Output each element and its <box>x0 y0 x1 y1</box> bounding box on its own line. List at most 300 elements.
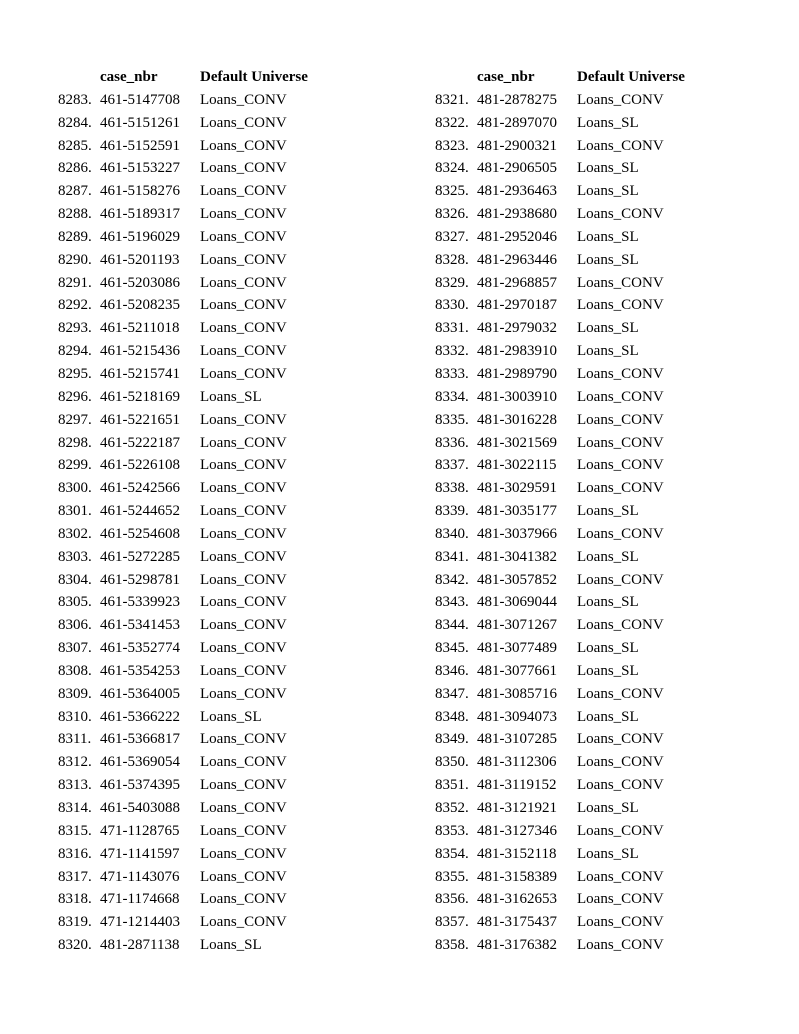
row-index: 8313. <box>58 777 92 794</box>
row-case-nbr: 481-2983910 <box>477 343 557 360</box>
table-row <box>435 454 707 477</box>
row-case-nbr: 481-3003910 <box>477 388 557 405</box>
table-row <box>435 797 707 820</box>
row-default-universe: Loans_CONV <box>577 868 664 885</box>
table-row <box>435 706 707 729</box>
table-row <box>58 569 330 592</box>
row-case-nbr: 481-3071267 <box>477 617 557 634</box>
table-row <box>58 386 330 409</box>
row-case-nbr: 461-5352774 <box>100 640 180 657</box>
row-index: 8294. <box>58 343 92 360</box>
row-default-universe: Loans_CONV <box>200 114 287 131</box>
row-case-nbr: 461-5226108 <box>100 457 180 474</box>
row-default-universe: Loans_CONV <box>200 297 287 314</box>
row-index: 8356. <box>435 891 469 908</box>
header-case-nbr: case_nbr <box>477 69 535 85</box>
row-default-universe: Loans_SL <box>577 320 639 337</box>
row-index: 8304. <box>58 571 92 588</box>
row-default-universe: Loans_CONV <box>577 206 664 223</box>
row-index: 8318. <box>58 891 92 908</box>
table-row <box>58 660 330 683</box>
row-default-universe: Loans_CONV <box>577 525 664 542</box>
row-index: 8299. <box>58 457 92 474</box>
table-row <box>435 591 707 614</box>
row-default-universe: Loans_CONV <box>577 891 664 908</box>
table-row <box>58 843 330 866</box>
row-index: 8298. <box>58 434 92 451</box>
row-case-nbr: 461-5242566 <box>100 480 180 497</box>
row-default-universe: Loans_CONV <box>577 571 664 588</box>
row-case-nbr: 471-1214403 <box>100 914 180 931</box>
row-index: 8331. <box>435 320 469 337</box>
row-default-universe: Loans_CONV <box>200 571 287 588</box>
row-case-nbr: 481-2963446 <box>477 251 557 268</box>
row-case-nbr: 471-1128765 <box>100 822 180 839</box>
row-index: 8292. <box>58 297 92 314</box>
row-default-universe: Loans_CONV <box>200 320 287 337</box>
row-case-nbr: 461-5158276 <box>100 183 180 200</box>
row-index: 8348. <box>435 708 469 725</box>
row-case-nbr: 481-3094073 <box>477 708 557 725</box>
row-case-nbr: 471-1174668 <box>100 891 180 908</box>
row-index: 8329. <box>435 274 469 291</box>
row-index: 8321. <box>435 91 469 108</box>
row-default-universe: Loans_SL <box>200 388 262 405</box>
row-default-universe: Loans_CONV <box>200 525 287 542</box>
row-default-universe: Loans_CONV <box>577 434 664 451</box>
table-row <box>435 843 707 866</box>
row-index: 8307. <box>58 640 92 657</box>
row-default-universe: Loans_CONV <box>200 777 287 794</box>
row-index: 8335. <box>435 411 469 428</box>
table-row <box>58 477 330 500</box>
row-default-universe: Loans_SL <box>577 845 639 862</box>
table-body-left <box>58 89 330 957</box>
right-table-column <box>435 66 707 957</box>
table-row <box>58 157 330 180</box>
table-row <box>58 135 330 158</box>
table-row <box>58 180 330 203</box>
table-row <box>435 294 707 317</box>
row-default-universe: Loans_CONV <box>200 617 287 634</box>
row-case-nbr: 481-3021569 <box>477 434 557 451</box>
table-row <box>58 500 330 523</box>
row-index: 8314. <box>58 800 92 816</box>
row-default-universe: Loans_SL <box>577 800 639 816</box>
row-default-universe: Loans_CONV <box>200 160 287 177</box>
row-index: 8315. <box>58 822 92 839</box>
row-index: 8349. <box>435 731 469 748</box>
row-index: 8297. <box>58 411 92 428</box>
row-index: 8316. <box>58 845 92 862</box>
row-default-universe: Loans_CONV <box>200 457 287 474</box>
table-row <box>435 751 707 774</box>
row-index: 8305. <box>58 594 92 611</box>
table-row <box>58 751 330 774</box>
row-case-nbr: 461-5244652 <box>100 503 180 520</box>
row-default-universe: Loans_SL <box>577 503 639 520</box>
row-case-nbr: 471-1141597 <box>100 845 180 862</box>
row-case-nbr: 481-2936463 <box>477 183 557 200</box>
row-default-universe: Loans_SL <box>577 343 639 360</box>
table-header-row <box>435 66 707 89</box>
row-default-universe: Loans_SL <box>577 114 639 131</box>
row-default-universe: Loans_CONV <box>200 206 287 223</box>
row-case-nbr: 461-5151261 <box>100 114 180 131</box>
row-case-nbr: 481-3035177 <box>477 503 557 520</box>
table-row <box>58 340 330 363</box>
table-row <box>435 432 707 455</box>
row-case-nbr: 481-3112306 <box>477 754 557 771</box>
row-default-universe: Loans_CONV <box>577 685 664 702</box>
row-default-universe: Loans_SL <box>577 594 639 611</box>
header-default-universe: Default Universe <box>200 69 308 85</box>
row-index: 8283. <box>58 91 92 108</box>
row-index: 8340. <box>435 525 469 542</box>
row-default-universe: Loans_CONV <box>200 594 287 611</box>
row-case-nbr: 461-5196029 <box>100 228 180 245</box>
table-row <box>435 934 707 957</box>
table-row <box>58 934 330 957</box>
header-default-universe: Default Universe <box>577 69 685 85</box>
row-index: 8358. <box>435 937 469 954</box>
table-row <box>435 637 707 660</box>
table-row <box>435 614 707 637</box>
row-case-nbr: 461-5403088 <box>100 800 180 816</box>
row-case-nbr: 471-1143076 <box>100 868 180 885</box>
row-default-universe: Loans_CONV <box>200 480 287 497</box>
table-row <box>58 820 330 843</box>
row-default-universe: Loans_SL <box>577 183 639 200</box>
table-row <box>58 317 330 340</box>
left-table-column <box>58 66 330 957</box>
row-case-nbr: 481-3029591 <box>477 480 557 497</box>
row-case-nbr: 481-3119152 <box>477 777 557 794</box>
row-default-universe: Loans_CONV <box>577 914 664 931</box>
row-default-universe: Loans_SL <box>200 937 262 954</box>
table-row <box>58 409 330 432</box>
row-index: 8291. <box>58 274 92 291</box>
table-row <box>435 317 707 340</box>
row-index: 8290. <box>58 251 92 268</box>
row-index: 8285. <box>58 137 92 154</box>
row-index: 8287. <box>58 183 92 200</box>
row-index: 8352. <box>435 800 469 816</box>
row-default-universe: Loans_SL <box>577 708 639 725</box>
row-case-nbr: 461-5211018 <box>100 320 180 337</box>
table-row <box>435 546 707 569</box>
row-index: 8319. <box>58 914 92 931</box>
row-case-nbr: 461-5298781 <box>100 571 180 588</box>
row-default-universe: Loans_CONV <box>577 731 664 748</box>
table-row <box>435 866 707 889</box>
header-case-nbr: case_nbr <box>100 69 158 85</box>
table-row <box>435 728 707 751</box>
row-case-nbr: 481-2878275 <box>477 91 557 108</box>
table-row <box>58 294 330 317</box>
table-row <box>435 569 707 592</box>
table-row <box>435 888 707 911</box>
row-case-nbr: 461-5208235 <box>100 297 180 314</box>
row-index: 8322. <box>435 114 469 131</box>
row-case-nbr: 481-3107285 <box>477 731 557 748</box>
case-table-left <box>58 66 330 957</box>
row-index: 8323. <box>435 137 469 154</box>
row-index: 8309. <box>58 685 92 702</box>
table-row <box>58 888 330 911</box>
row-case-nbr: 461-5374395 <box>100 777 180 794</box>
row-case-nbr: 481-3176382 <box>477 937 557 954</box>
row-index: 8330. <box>435 297 469 314</box>
row-case-nbr: 481-3158389 <box>477 868 557 885</box>
row-default-universe: Loans_CONV <box>200 251 287 268</box>
row-index: 8346. <box>435 662 469 679</box>
row-case-nbr: 461-5366817 <box>100 731 180 748</box>
row-default-universe: Loans_CONV <box>577 937 664 954</box>
row-index: 8334. <box>435 388 469 405</box>
row-index: 8355. <box>435 868 469 885</box>
row-default-universe: Loans_CONV <box>200 822 287 839</box>
row-index: 8288. <box>58 206 92 223</box>
row-index: 8306. <box>58 617 92 634</box>
row-case-nbr: 461-5218169 <box>100 388 180 405</box>
row-case-nbr: 461-5339923 <box>100 594 180 611</box>
table-row <box>435 135 707 158</box>
row-index: 8351. <box>435 777 469 794</box>
row-default-universe: Loans_CONV <box>577 617 664 634</box>
row-index: 8333. <box>435 365 469 382</box>
row-default-universe: Loans_CONV <box>200 434 287 451</box>
row-default-universe: Loans_SL <box>577 548 639 565</box>
row-default-universe: Loans_CONV <box>200 137 287 154</box>
row-default-universe: Loans_CONV <box>200 228 287 245</box>
row-index: 8328. <box>435 251 469 268</box>
row-default-universe: Loans_SL <box>200 708 262 725</box>
row-index: 8301. <box>58 503 92 520</box>
table-row <box>58 614 330 637</box>
row-index: 8350. <box>435 754 469 771</box>
table-row <box>435 409 707 432</box>
row-index: 8308. <box>58 662 92 679</box>
table-row <box>435 226 707 249</box>
row-default-universe: Loans_SL <box>577 640 639 657</box>
row-default-universe: Loans_CONV <box>577 388 664 405</box>
row-default-universe: Loans_CONV <box>200 685 287 702</box>
row-case-nbr: 481-3077661 <box>477 662 557 679</box>
table-row <box>58 203 330 226</box>
table-row <box>435 660 707 683</box>
row-default-universe: Loans_CONV <box>577 822 664 839</box>
row-case-nbr: 461-5354253 <box>100 662 180 679</box>
row-index: 8339. <box>435 503 469 520</box>
row-default-universe: Loans_SL <box>577 662 639 679</box>
row-case-nbr: 481-3057852 <box>477 571 557 588</box>
row-case-nbr: 481-2952046 <box>477 228 557 245</box>
row-default-universe: Loans_CONV <box>577 365 664 382</box>
row-index: 8345. <box>435 640 469 657</box>
row-default-universe: Loans_SL <box>577 160 639 177</box>
table-row <box>435 363 707 386</box>
table-row <box>58 591 330 614</box>
table-row <box>435 477 707 500</box>
row-case-nbr: 461-5369054 <box>100 754 180 771</box>
table-body-right <box>435 89 707 957</box>
row-default-universe: Loans_CONV <box>200 343 287 360</box>
row-default-universe: Loans_CONV <box>577 754 664 771</box>
row-case-nbr: 461-5221651 <box>100 411 180 428</box>
table-row <box>58 523 330 546</box>
row-case-nbr: 481-3127346 <box>477 822 557 839</box>
row-index: 8338. <box>435 480 469 497</box>
row-index: 8357. <box>435 914 469 931</box>
row-default-universe: Loans_SL <box>577 228 639 245</box>
row-index: 8354. <box>435 845 469 862</box>
row-default-universe: Loans_CONV <box>200 274 287 291</box>
row-case-nbr: 461-5152591 <box>100 137 180 154</box>
row-default-universe: Loans_CONV <box>200 365 287 382</box>
row-case-nbr: 481-3016228 <box>477 411 557 428</box>
table-row <box>435 911 707 934</box>
row-case-nbr: 461-5215436 <box>100 343 180 360</box>
table-row <box>58 226 330 249</box>
row-default-universe: Loans_CONV <box>200 891 287 908</box>
row-case-nbr: 481-3041382 <box>477 548 557 565</box>
row-index: 8293. <box>58 320 92 337</box>
row-default-universe: Loans_CONV <box>200 91 287 108</box>
row-case-nbr: 481-2938680 <box>477 206 557 223</box>
table-row <box>58 637 330 660</box>
table-row <box>435 157 707 180</box>
row-case-nbr: 481-3152118 <box>477 845 557 862</box>
row-index: 8325. <box>435 183 469 200</box>
row-case-nbr: 461-5366222 <box>100 708 180 725</box>
row-index: 8343. <box>435 594 469 611</box>
row-index: 8296. <box>58 388 92 405</box>
row-default-universe: Loans_CONV <box>577 274 664 291</box>
row-case-nbr: 461-5147708 <box>100 91 180 108</box>
row-index: 8312. <box>58 754 92 771</box>
row-case-nbr: 481-3121921 <box>477 800 557 816</box>
row-case-nbr: 481-2871138 <box>100 937 180 954</box>
row-default-universe: Loans_CONV <box>200 548 287 565</box>
table-row <box>58 454 330 477</box>
row-case-nbr: 481-2989790 <box>477 365 557 382</box>
row-case-nbr: 461-5201193 <box>100 251 180 268</box>
row-default-universe: Loans_CONV <box>200 411 287 428</box>
row-default-universe: Loans_CONV <box>577 91 664 108</box>
row-case-nbr: 461-5272285 <box>100 548 180 565</box>
row-case-nbr: 461-5203086 <box>100 274 180 291</box>
row-index: 8341. <box>435 548 469 565</box>
row-case-nbr: 481-2900321 <box>477 137 557 154</box>
row-case-nbr: 481-3069044 <box>477 594 557 611</box>
row-case-nbr: 461-5189317 <box>100 206 180 223</box>
row-default-universe: Loans_CONV <box>200 754 287 771</box>
table-row <box>58 546 330 569</box>
row-case-nbr: 461-5222187 <box>100 434 180 451</box>
table-row <box>435 340 707 363</box>
table-row <box>58 706 330 729</box>
row-index: 8310. <box>58 708 92 725</box>
table-row <box>435 820 707 843</box>
row-case-nbr: 481-3162653 <box>477 891 557 908</box>
row-case-nbr: 481-2897070 <box>477 114 557 131</box>
row-default-universe: Loans_CONV <box>200 662 287 679</box>
table-row <box>58 728 330 751</box>
table-row <box>435 249 707 272</box>
row-index: 8326. <box>435 206 469 223</box>
header-index <box>435 66 477 89</box>
row-case-nbr: 481-3175437 <box>477 914 557 931</box>
row-default-universe: Loans_CONV <box>577 480 664 497</box>
row-default-universe: Loans_CONV <box>577 457 664 474</box>
row-index: 8311. <box>58 731 92 748</box>
row-case-nbr: 461-5215741 <box>100 365 180 382</box>
row-default-universe: Loans_CONV <box>577 137 664 154</box>
row-case-nbr: 481-3037966 <box>477 525 557 542</box>
row-default-universe: Loans_CONV <box>200 868 287 885</box>
row-default-universe: Loans_CONV <box>577 777 664 794</box>
table-row <box>58 911 330 934</box>
row-default-universe: Loans_CONV <box>200 640 287 657</box>
row-index: 8303. <box>58 548 92 565</box>
row-index: 8324. <box>435 160 469 177</box>
row-default-universe: Loans_CONV <box>577 411 664 428</box>
row-case-nbr: 481-2968857 <box>477 274 557 291</box>
table-row <box>435 203 707 226</box>
row-index: 8337. <box>435 457 469 474</box>
table-row <box>435 523 707 546</box>
table-header-row <box>58 66 330 89</box>
table-row <box>435 386 707 409</box>
table-row <box>58 797 330 820</box>
row-case-nbr: 481-2906505 <box>477 160 557 177</box>
table-row <box>435 683 707 706</box>
table-row <box>58 89 330 112</box>
table-row <box>435 774 707 797</box>
table-row <box>58 272 330 295</box>
row-case-nbr: 461-5153227 <box>100 160 180 177</box>
row-index: 8336. <box>435 434 469 451</box>
row-case-nbr: 481-3022115 <box>477 457 557 474</box>
row-default-universe: Loans_CONV <box>200 731 287 748</box>
row-case-nbr: 461-5254608 <box>100 525 180 542</box>
table-row <box>58 432 330 455</box>
table-row <box>435 180 707 203</box>
table-row <box>58 249 330 272</box>
row-index: 8317. <box>58 868 92 885</box>
table-row <box>58 683 330 706</box>
table-row <box>435 500 707 523</box>
table-row <box>435 272 707 295</box>
row-index: 8320. <box>58 937 92 954</box>
table-row <box>58 112 330 135</box>
row-index: 8327. <box>435 228 469 245</box>
table-row <box>435 112 707 135</box>
header-index <box>58 66 100 89</box>
case-table-right <box>435 66 707 957</box>
row-case-nbr: 481-3085716 <box>477 685 557 702</box>
table-row <box>435 89 707 112</box>
table-row <box>58 774 330 797</box>
row-default-universe: Loans_CONV <box>577 297 664 314</box>
row-index: 8300. <box>58 480 92 497</box>
row-index: 8344. <box>435 617 469 634</box>
row-index: 8347. <box>435 685 469 702</box>
row-index: 8302. <box>58 525 92 542</box>
row-index: 8284. <box>58 114 92 131</box>
table-row <box>58 363 330 386</box>
